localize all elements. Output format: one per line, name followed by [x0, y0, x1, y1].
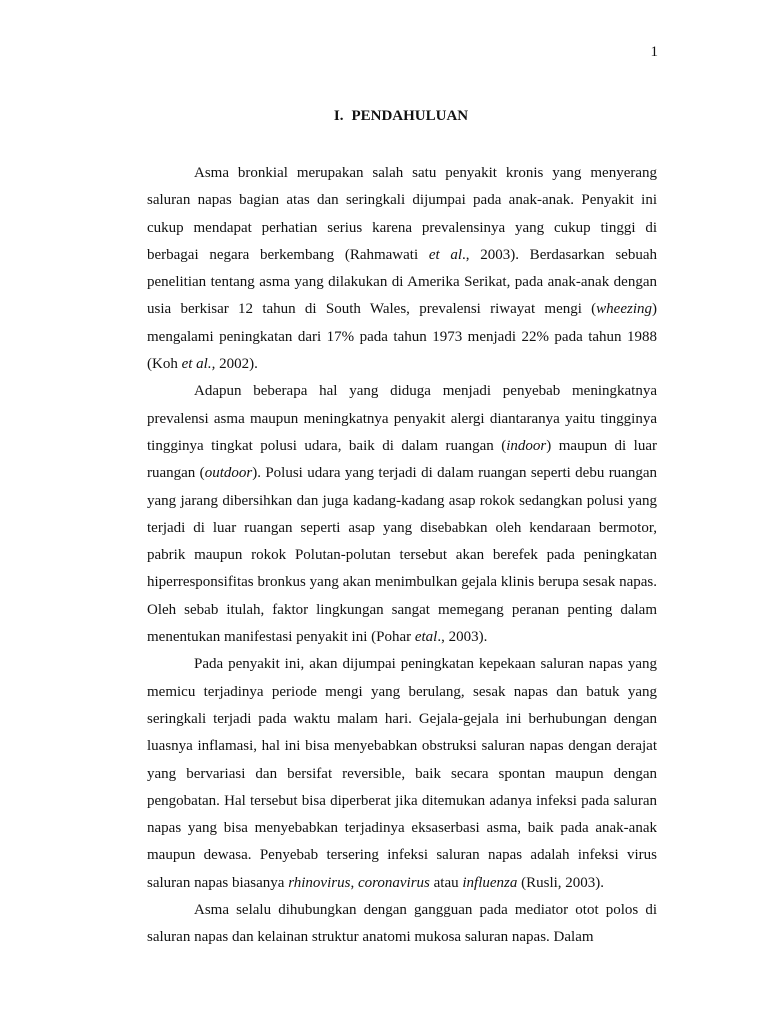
italic-text: rhinovirus	[288, 874, 351, 891]
page-number: 1	[650, 44, 658, 60]
text-run: ,	[350, 874, 358, 891]
text-run: Asma bronkial merupakan salah satu penyakit kronis yang menyerang saluran napas bagian atas dan seringkali dijumpai pada anak-anak. Penyakit ini cukup mendapat perhatian serius karena prevalensinya yang cukup tinggi di berbagai negara berkembang (Rahmawati	[147, 165, 657, 263]
text-run: Asma selalu dihubungkan dengan gangguan pada mediator otot polos di saluran napas dan kelainan struktur anatomi mukosa saluran napas. Dalam	[147, 902, 657, 946]
paragraph-2	[147, 378, 657, 651]
text-run: ). Polusi udara yang terjadi di dalam ruangan seperti debu ruangan yang jarang dibersihkan dan juga kadang-kadang asap rokok sedangkan polusi yang terjadi di luar ruangan seperti asap yang disebabkan oleh kendaraan bermotor, pabrik maupun rokok Polutan-polutan tersebut akan berefek pada peningkatan hiperresponsifitas bronkus yang akan menimbulkan gejala klinis berupa sesak napas. Oleh sebab itulah, faktor lingkungan sangat memegang peranan penting dalam menentukan manifestasi penyakit ini (Pohar	[147, 465, 658, 646]
section-heading	[0, 108, 768, 125]
paragraph-4	[147, 897, 657, 952]
paragraph-3	[147, 651, 657, 897]
italic-text: etal	[414, 629, 438, 646]
text-run: atau	[429, 874, 463, 891]
italic-text: et al.,	[181, 356, 216, 373]
section-heading-number: I.	[333, 108, 344, 124]
italic-text: et al	[428, 246, 463, 263]
text-run: ., 2003).	[437, 629, 488, 646]
italic-text: outdoor	[204, 465, 253, 482]
italic-text: wheezing	[596, 301, 652, 318]
text-run: (Rusli, 2003).	[517, 874, 605, 891]
italic-text: coronavirus	[357, 874, 430, 891]
section-heading-title: PENDAHULUAN	[351, 108, 469, 124]
text-run: Pada penyakit ini, akan dijumpai peningkatan kepekaan saluran napas yang memicu terjadinya periode mengi yang berulang, sesak napas dan batuk yang seringkali terjadi pada waktu malam hari. Gejala-gejala ini berhubungan dengan luasnya inflamasi, hal ini bisa menyebabkan obstruksi saluran napas dengan derajat yang bervariasi dan bersifat reversible, baik secara spontan maupun dengan pengobatan. Hal tersebut bisa diperberat jika ditemukan adanya infeksi pada saluran napas yang bisa menyebabkan terjadinya eksaserbasi asma, baik pada anak-anak maupun dewasa. Penyebab tersering infeksi saluran napas adalah infeksi virus saluran napas biasanya	[147, 656, 657, 891]
text-run: Adapun beberapa hal yang diduga menjadi penyebab meningkatnya prevalensi asma maupun meningkatnya penyakit alergi diantaranya yaitu tingginya tingginya tingkat polusi udara, baik di dalam ruangan (	[147, 383, 657, 454]
text-run: 2002).	[215, 356, 258, 373]
text-run: ) maupun di luar ruangan (	[147, 437, 657, 482]
italic-text: indoor	[506, 437, 547, 454]
paragraph-1	[147, 160, 657, 378]
text-run: ., 2003). Berdasarkan sebuah penelitian tentang asma yang dilakukan di Amerika Serikat, pada anak-anak dengan usia berkisar 12 tahun di South Wales, prevalensi riwayat mengi (	[147, 246, 657, 318]
text-run: ) mengalami peningkatan dari 17% pada tahun 1973 menjadi 22% pada tahun 1988 (Koh	[147, 301, 657, 373]
italic-text: influenza	[462, 874, 518, 891]
body-text	[147, 160, 657, 952]
